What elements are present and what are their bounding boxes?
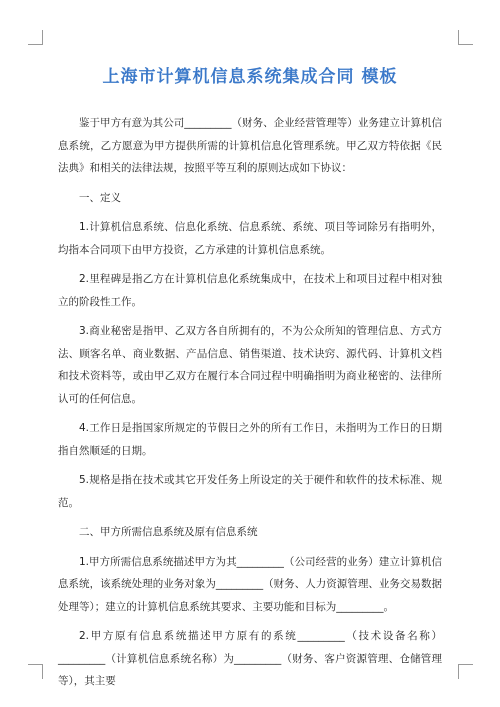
definition-paragraph: 2.里程碑是指乙方在计算机信息化系统集成中，在技术上和项目过程中相对独立的阶段性工作。	[58, 273, 442, 308]
crop-mark-top-right	[458, 30, 473, 45]
crop-mark-bottom-left	[28, 664, 43, 679]
crop-mark-bottom-right	[458, 664, 473, 679]
section-heading-systems: 二、甲方所需信息系统及原有信息系统	[79, 526, 258, 538]
definition-paragraph: 5.规格是指在技术或其它开发任务上所设定的关于硬件和软件的技术标准、规范。	[58, 474, 442, 509]
crop-mark-top-left	[28, 30, 43, 45]
definition-paragraph: 3.商业秘密是指甲、乙双方各自所拥有的，不为公众所知的管理信息、方式方法、顾客名单、商业数据、产品信息、销售渠道、技术诀窍、源代码、计算机文档和技术资料等，或由甲乙双方在履行本合同过程中明确指明为商业秘密的、法律所认可的任何信息。	[58, 325, 442, 405]
document-body	[58, 112, 442, 700]
definition-paragraph: 1.计算机信息系统、信息化系统、信息系统、系统、项目等词除另有指明外，均指本合同项下由甲方投资，乙方承建的计算机信息系统。	[58, 221, 442, 256]
section-heading-definitions: 一、定义	[79, 191, 121, 204]
definition-paragraph: 4.工作日是指国家所规定的节假日之外的所有工作日，未指明为工作日的日期指自然顺延的日期。	[58, 422, 442, 457]
intro-paragraph: 鉴于甲方有意为其公司_________（财务、企业经营管理等）业务建立计算机信息系统，乙方愿意为甲方提供所需的计算机信息化管理系统。甲乙双方特依据《民法典》和相关的法律法规，按照平等互利的原则达成如下协议：	[58, 117, 442, 174]
system-paragraph: 2.甲方原有信息系统描述甲方原有的系统_________（技术设备名称）_________（计算机信息系统名称）为_________（财务、客户资源管理、仓储管理等），其主要	[58, 630, 442, 687]
system-paragraph: 1.甲方所需信息系统描述甲方为其_________（公司经营的业务）建立计算机信息系统，该系统处理的业务对象为_________（财务、人力资源管理、业务交易数据处理等）；建立的计算机信息系统其要求、主要功能和目标为_________。	[58, 555, 442, 613]
document-title: 上海市计算机信息系统集成合同 模板	[102, 67, 398, 87]
